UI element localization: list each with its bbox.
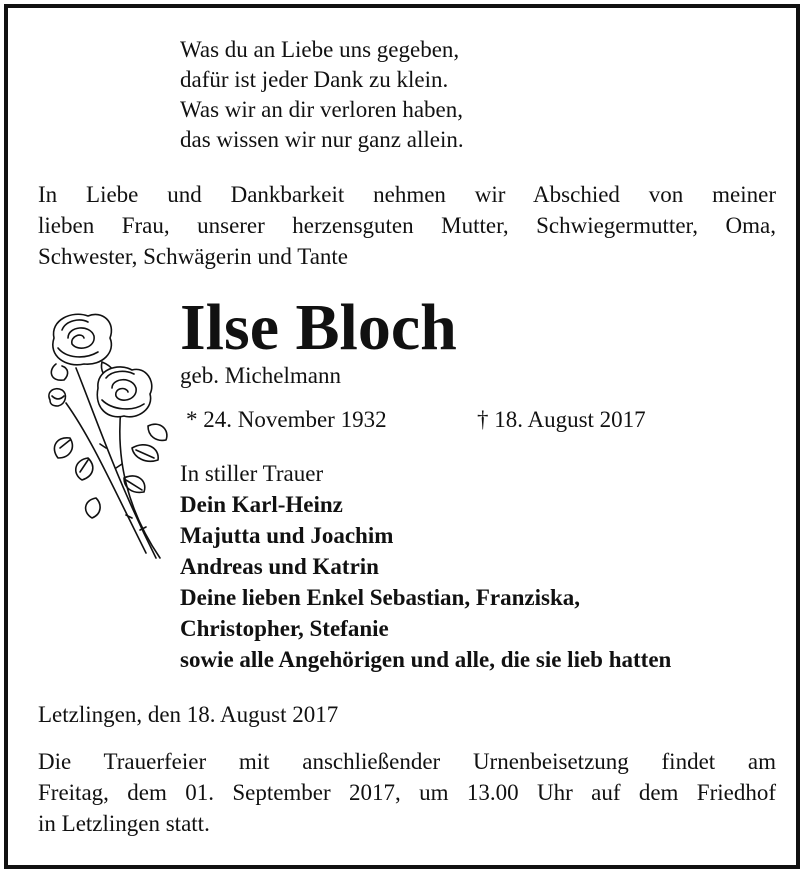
intro-line: In Liebe und Dankbarkeit nehmen wir Abschied von meiner (38, 182, 776, 207)
place-date: Letzlingen, den 18. August 2017 (38, 702, 339, 727)
rose-icon (36, 308, 176, 568)
mourner-line: Andreas und Katrin (180, 554, 379, 579)
mourner-line: Majutta und Joachim (180, 523, 394, 548)
poem-verse (180, 35, 464, 155)
poem-line: Was wir an dir verloren haben, (180, 97, 463, 122)
intro-text (38, 179, 776, 272)
ceremony-line: Die Trauerfeier mit anschließender Urnenbeisetzung findet am (38, 749, 776, 774)
mourner-line: Christopher, Stefanie (180, 616, 389, 641)
ceremony-line: Freitag, dem 01. September 2017, um 13.00 Uhr auf dem Friedhof (38, 780, 776, 805)
obituary-notice (4, 4, 800, 869)
death-date: † 18. August 2017 (477, 407, 646, 432)
poem-line: dafür ist jeder Dank zu klein. (180, 67, 449, 92)
birth-date: * 24. November 1932 (186, 407, 387, 432)
intro-line: Schwester, Schwägerin und Tante (38, 244, 349, 269)
poem-line: das wissen wir nur ganz allein. (180, 127, 464, 152)
intro-line: lieben Frau, unserer herzensguten Mutter, Schwiegermutter, Oma, (38, 213, 776, 238)
poem-line: Was du an Liebe uns gegeben, (180, 37, 460, 62)
mourner-line: Dein Karl-Heinz (180, 492, 343, 517)
mourner-line: Deine lieben Enkel Sebastian, Franziska, (180, 585, 580, 610)
deceased-name: Ilse Bloch (180, 291, 457, 364)
mourners-block (180, 458, 671, 675)
mourners-heading: In stiller Trauer (180, 461, 324, 486)
ceremony-text (38, 746, 776, 839)
birth-name: geb. Michelmann (180, 363, 341, 388)
ceremony-line: in Letzlingen statt. (38, 811, 210, 836)
mourner-line: sowie alle Angehörigen und alle, die sie lieb hatten (180, 647, 672, 672)
